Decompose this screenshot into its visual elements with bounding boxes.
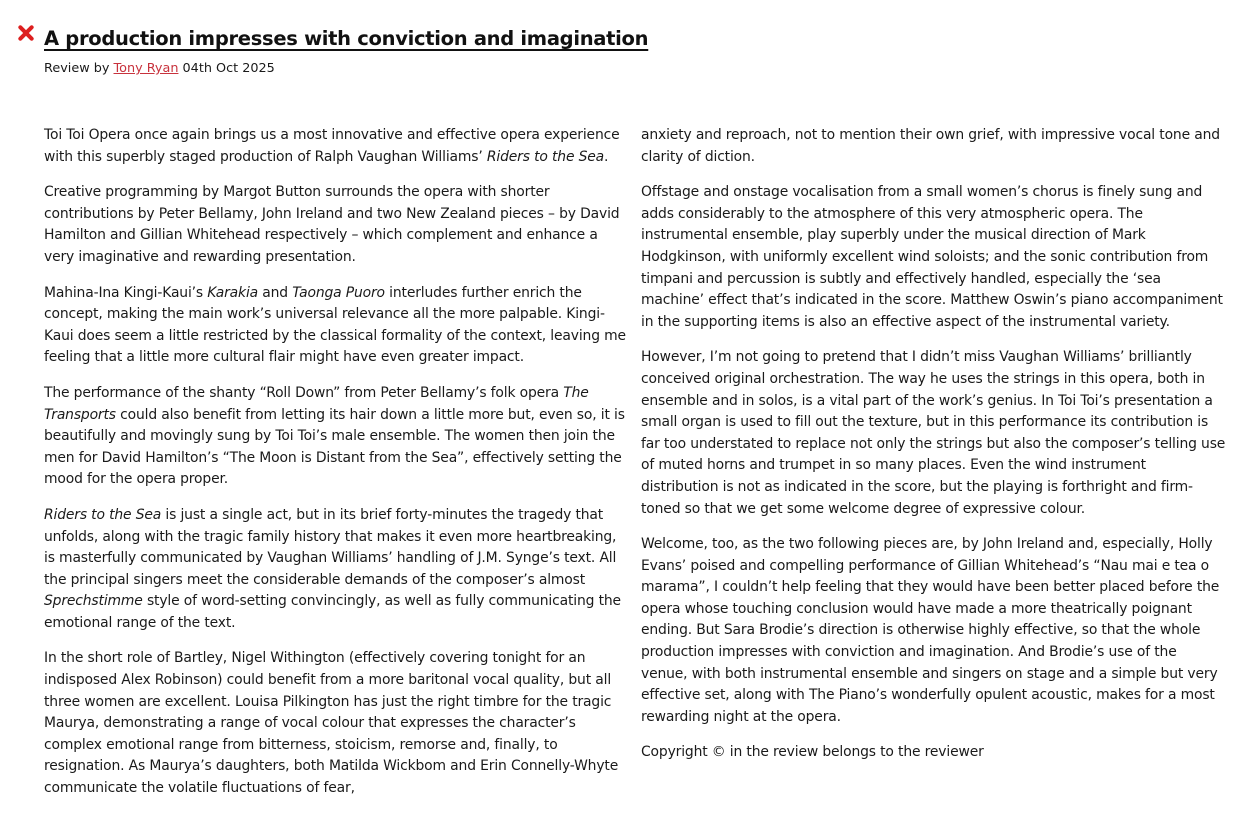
text-run: and <box>258 284 293 301</box>
article-paragraph <box>44 648 630 799</box>
italic-text: Riders to the Sea <box>44 506 162 523</box>
text-run: Mahina-Ina Kingi-Kaui’s <box>44 284 208 301</box>
article-paragraph <box>44 125 630 168</box>
italic-text: Taonga Puoro <box>292 284 385 301</box>
review-by-label: Review by <box>44 61 110 76</box>
text-run: could also benefit from letting its hair down a little more but, even so, it is beautifully and movingly sung by Toi Toi’s male ensemble. The women then join the men for David Hamilton’s “The Moon is Distant from the Sea”, effectively setting the mood for the opera proper. <box>44 406 625 488</box>
italic-text: Karakia <box>207 284 259 301</box>
article-paragraph <box>44 505 630 635</box>
article-column-left <box>44 125 630 814</box>
text-run: Offstage and onstage vocalisation from a small women’s chorus is finely sung and adds considerably to the atmosphere of this very atmospheric opera. The instrumental ensemble, play superbly under the musical direction of Mark Hodgkinson, with uniformly excellent wind soloists; and the sonic contribution from timpani and percussion is subtly and effectively handled, especially the ‘sea machine’ effect that’s indicated in the score. Matthew Oswin’s piano accompaniment in the supporting items is also an effective aspect of the instrumental variety. <box>641 184 1223 330</box>
article-paragraph <box>641 534 1227 728</box>
close-icon[interactable] <box>16 23 36 43</box>
text-run: Creative programming by Margot Button surrounds the opera with shorter contributions by Peter Bellamy, John Ireland and two New Zealand pieces – by David Hamilton and Gillian Whitehead respectively – which complement and enhance a very imaginative and rewarding presentation. <box>44 184 620 265</box>
author-link[interactable]: Tony Ryan <box>113 61 179 76</box>
review-date: 04th Oct 2025 <box>182 61 275 76</box>
article-paragraph <box>44 383 630 491</box>
article-column-right <box>641 125 1227 778</box>
italic-text: The Transports <box>44 384 589 423</box>
text-run: The performance of the shanty “Roll Down” from Peter Bellamy’s folk opera <box>44 384 564 401</box>
text-run: . <box>604 148 609 165</box>
italic-text: Sprechstimme <box>44 593 143 610</box>
text-run: is just a single act, but in its brief forty-minutes the tragedy that unfolds, along with the tragic family history that makes it even more heartbreaking, is masterfully communicated by Vaughan Williams’ handling of J.M. Synge’s text. All the principal singers meet the considerable demands of the composer’s almost <box>44 506 617 588</box>
byline <box>44 61 275 76</box>
text-run: style of word-setting convincingly, as well as fully communicating the emotional range of the text. <box>44 593 621 631</box>
article-paragraph <box>641 347 1227 520</box>
italic-text: Riders to the Sea <box>486 148 605 165</box>
text-run: However, I’m not going to pretend that I didn’t miss Vaughan Williams’ brilliantly conceived original orchestration. The way he uses the strings in this opera, both in ensemble and in solos, is a vital part of the work’s genius. In Toi Toi’s presentation a small organ is used to fill out the texture, but in this performance its contribution is far too understated to replace not only the strings but also the composer’s telling use of muted horns and trumpet in so many places. Even the wind instrument distribution is not as indicated in the score, but the playing is forthright and firm-toned so that we get some welcome degree of expressive colour. <box>641 349 1226 517</box>
article-paragraph <box>641 742 1227 764</box>
article-paragraph <box>641 125 1227 168</box>
text-run: interludes further enrich the concept, making the main work’s universal relevance all the more palpable. Kingi-Kaui does seem a little restricted by the classical formality of the context, leaving me feeling that a little more cultural flair might have even greater impact. <box>44 284 626 366</box>
text-run: Toi Toi Opera once again brings us a most innovative and effective opera experience with this superbly staged production of Ralph Vaughan Williams’ <box>44 127 620 165</box>
review-title: A production impresses with conviction and imagination <box>44 27 649 50</box>
text-run: Copyright © in the review belongs to the reviewer <box>641 744 984 761</box>
article-paragraph <box>44 182 630 268</box>
text-run: anxiety and reproach, not to mention their own grief, with impressive vocal tone and clarity of diction. <box>641 127 1220 165</box>
text-run: In the short role of Bartley, Nigel Withington (effectively covering tonight for an indisposed Alex Robinson) could benefit from a more baritonal vocal quality, but all three women are excellent. Louisa Pilkington has just the right timbre for the tragic Maurya, demonstrating a range of vocal colour that expresses the character’s complex emotional range from bitterness, stoicism, remorse and, finally, to resignation. As Maurya’s daughters, both Matilda Wickbom and Erin Connelly-Whyte communicate the volatile fluctuations of fear, <box>44 650 619 797</box>
text-run: Welcome, too, as the two following pieces are, by John Ireland and, especially, Holly Evans’ poised and compelling performance of Gillian Whitehead’s “Nau mai e tea o marama”, I couldn’t help feeling that they would have been better placed before the opera whose touching conclusion would have made a more theatrically poignant ending. But Sara Brodie’s direction is otherwise highly effective, so that the whole production impresses with conviction and imagination. And Brodie’s use of the venue, with both instrumental ensemble and singers on stage and a simple but very effective set, along with The Piano’s wonderfully opulent acoustic, makes for a most rewarding night at the opera. <box>641 536 1220 725</box>
article-paragraph <box>641 182 1227 333</box>
article-paragraph <box>44 283 630 369</box>
